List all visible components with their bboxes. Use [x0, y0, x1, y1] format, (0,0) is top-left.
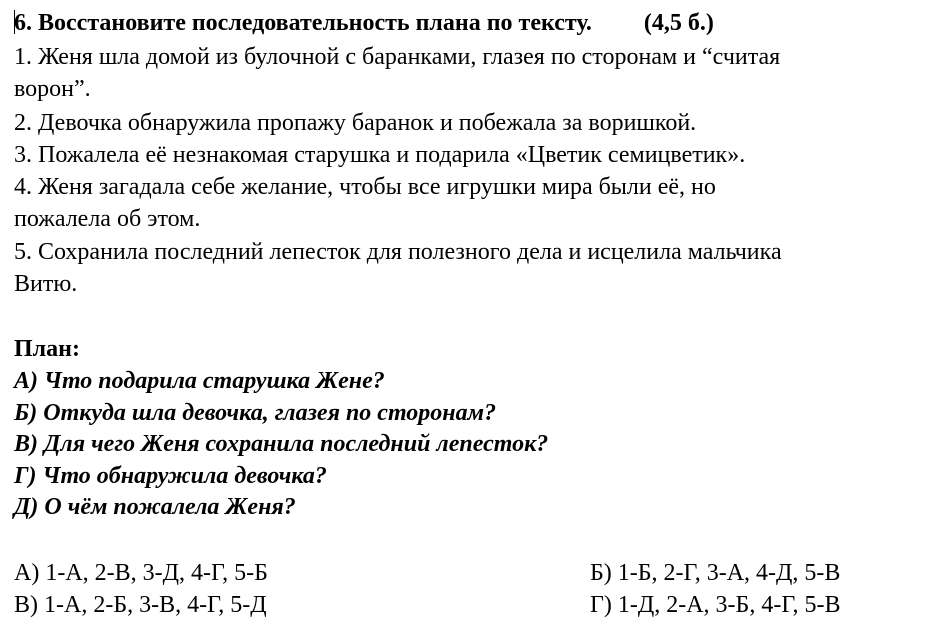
- statement-line: Витю.: [14, 271, 78, 297]
- plan-item: Д) О чём пожалела Женя?: [14, 494, 296, 520]
- plan-item: А) Что подарила старушка Жене?: [14, 368, 385, 394]
- plan-item: Г) Что обнаружила девочка?: [14, 463, 327, 489]
- task-title: 6. Восстановите последовательность плана по тексту.: [14, 10, 592, 36]
- statement-line: 5. Сохранила последний лепесток для полезного дела и исцелила мальчика: [14, 239, 782, 265]
- statement-line: 4. Женя загадала себе желание, чтобы все игрушки мира были её, но: [14, 174, 716, 200]
- statement-line: пожалела об этом.: [14, 206, 201, 232]
- statement-line: ворон”.: [14, 76, 91, 102]
- statement-line: 2. Девочка обнаружила пропажу баранок и побежала за воришкой.: [14, 110, 697, 136]
- answer-option-a: А) 1-А, 2-В, 3-Д, 4-Г, 5-Б: [14, 560, 268, 586]
- plan-item: Б) Откуда шла девочка, глазея по сторонам?: [14, 400, 497, 426]
- statement-line: 1. Женя шла домой из булочной с баранками, глазея по сторонам и “считая: [14, 44, 781, 70]
- task-points: (4,5 б.): [643, 10, 714, 36]
- answer-option-b: Б) 1-Б, 2-Г, 3-А, 4-Д, 5-В: [590, 560, 841, 586]
- plan-item: В) Для чего Женя сохранила последний лепесток?: [14, 431, 549, 457]
- task-heading: [14, 8, 714, 38]
- answer-option-g: Г) 1-Д, 2-А, 3-Б, 4-Г, 5-В: [590, 592, 841, 618]
- plan-title: План:: [14, 336, 80, 362]
- answer-option-v: В) 1-А, 2-Б, 3-В, 4-Г, 5-Д: [14, 592, 267, 618]
- statement-line: 3. Пожалела её незнакомая старушка и подарила «Цветик семицветик».: [14, 142, 746, 168]
